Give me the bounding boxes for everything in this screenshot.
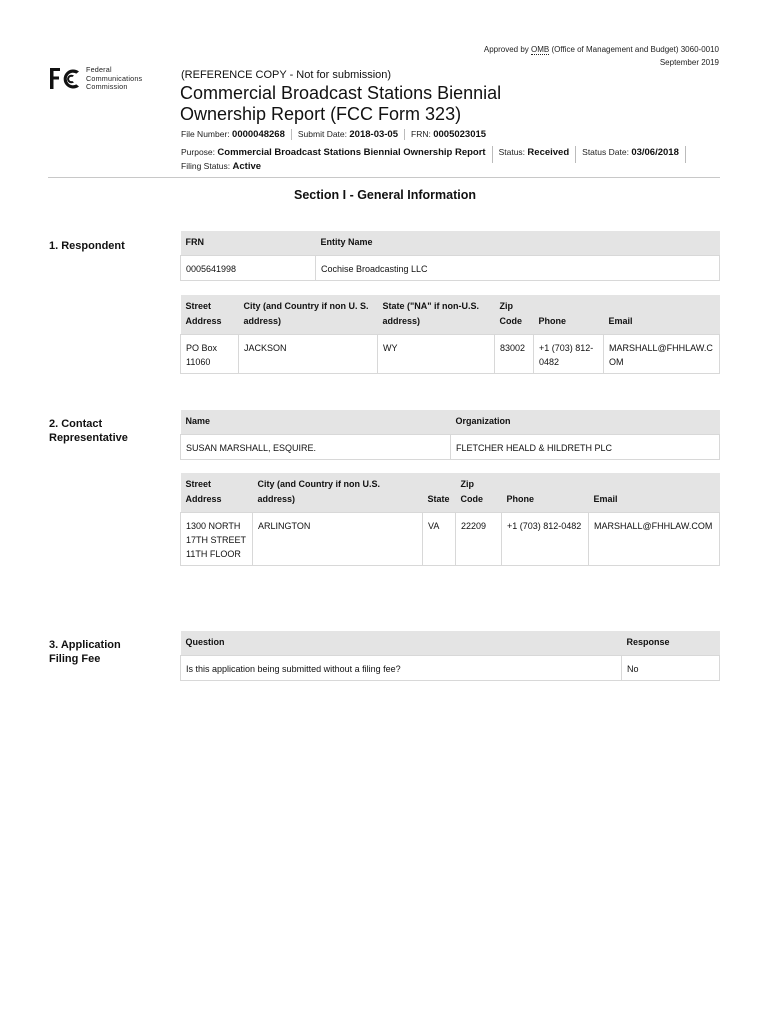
filing-meta-row-1 <box>181 129 498 140</box>
street-header: Street Address <box>181 295 239 335</box>
table-header-row <box>181 473 720 513</box>
contact-email: MARSHALL@FHHLAW.COM <box>589 513 720 566</box>
city-header: City (and Country if non U. S. address) <box>239 295 378 335</box>
status-date-value: 03/06/2018 <box>631 147 679 158</box>
table-header-row <box>181 231 720 256</box>
city-header: City (and Country if non U.S. address) <box>253 473 423 513</box>
contact-street: 1300 NORTH 17TH STREET 11TH FLOOR <box>181 513 253 566</box>
state-header: State ("NA" if non-U.S. address) <box>378 295 495 335</box>
phone-header: Phone <box>534 295 604 335</box>
street-header: Street Address <box>181 473 253 513</box>
email-header: Email <box>604 295 720 335</box>
filing-status-value: Active <box>232 161 262 172</box>
zip-header: Zip Code <box>495 295 534 335</box>
file-number-value: 0000048268 <box>232 129 285 140</box>
form-title: Commercial Broadcast Stations Biennial Ownership Report (FCC Form 323) <box>180 83 502 124</box>
frn-label: FRN: <box>411 129 431 139</box>
status-date-label: Status Date: <box>582 147 629 157</box>
agency-line-1: Federal <box>86 65 112 74</box>
filing-fee-response: No <box>622 656 720 681</box>
respondent-entity-name: Cochise Broadcasting LLC <box>316 256 720 281</box>
status-label: Status: <box>498 147 526 157</box>
zip-header: Zip Code <box>456 473 502 513</box>
filing-fee-question: Is this application being submitted without a filing fee? <box>181 656 622 681</box>
agency-line-2: Communications <box>86 73 143 83</box>
response-header: Response <box>622 631 720 656</box>
respondent-entity-table <box>180 231 720 281</box>
respondent-city: JACKSON <box>239 335 378 374</box>
header-divider <box>48 177 720 178</box>
contact-name-table <box>180 410 720 460</box>
agency-name <box>86 66 142 92</box>
omb-abbreviation: OMB <box>531 45 550 54</box>
frn-value: 0005023015 <box>433 129 487 140</box>
respondent-label: 1. Respondent <box>49 240 125 252</box>
submit-date <box>298 129 405 140</box>
table-header-row <box>181 410 720 435</box>
contact-representative-label: 2. Contact Representative <box>49 418 128 444</box>
contact-state: VA <box>423 513 456 566</box>
status-date <box>582 146 686 163</box>
omb-suffix: (Office of Management and Budget) 3060-0010 <box>549 45 719 54</box>
submit-date-label: Submit Date: <box>297 129 348 139</box>
contact-phone: +1 (703) 812-0482 <box>502 513 589 566</box>
table-row <box>181 256 720 281</box>
respondent-street: PO Box 11060 <box>181 335 239 374</box>
phone-header: Phone <box>502 473 589 513</box>
frn <box>411 129 492 140</box>
purpose-label: Purpose: <box>181 147 216 157</box>
contact-city: ARLINGTON <box>253 513 423 566</box>
contact-zip: 22209 <box>456 513 502 566</box>
omb-date: September 2019 <box>659 58 719 67</box>
filing-status <box>181 161 261 172</box>
respondent-state: WY <box>378 335 495 374</box>
purpose-value: Commercial Broadcast Stations Biennial Ownership Report <box>217 147 486 158</box>
file-number-label: File Number: <box>181 129 230 139</box>
respondent-email: MARSHALL@FHHLAW.COM <box>604 335 720 374</box>
status <box>499 146 577 163</box>
state-header: State <box>423 473 456 513</box>
entity-name-header: Entity Name <box>316 231 720 256</box>
respondent-address-table <box>180 295 720 374</box>
name-header: Name <box>181 410 451 435</box>
respondent-phone: +1 (703) 812-0482 <box>534 335 604 374</box>
respondent-zip: 83002 <box>495 335 534 374</box>
reference-copy-notice: (REFERENCE COPY - Not for submission) <box>181 69 392 81</box>
file-number <box>181 129 292 140</box>
table-header-row <box>181 295 720 335</box>
filing-status-label: Filing Status: <box>181 161 231 171</box>
application-filing-fee-label: 3. Application Filing Fee <box>49 639 121 665</box>
table-row <box>181 513 720 566</box>
filing-fee-table <box>180 631 720 681</box>
respondent-frn: 0005641998 <box>181 256 316 281</box>
agency-line-3: Commission <box>86 82 128 91</box>
organization-header: Organization <box>451 410 720 435</box>
table-header-row <box>181 631 720 656</box>
contact-organization: FLETCHER HEALD & HILDRETH PLC <box>451 435 720 460</box>
table-row <box>181 435 720 460</box>
fcc-logo-icon <box>48 66 82 92</box>
contact-name: SUSAN MARSHALL, ESQUIRE. <box>181 435 451 460</box>
table-row <box>181 335 720 374</box>
contact-address-table <box>180 473 720 566</box>
fcc-logo <box>48 66 158 94</box>
frn-header: FRN <box>181 231 316 256</box>
status-value: Received <box>527 147 570 158</box>
omb-approval-notice <box>484 43 719 69</box>
question-header: Question <box>181 631 622 656</box>
email-header: Email <box>589 473 720 513</box>
omb-prefix: Approved by <box>483 45 532 54</box>
submit-date-value: 2018-03-05 <box>349 129 398 140</box>
section-title: Section I - General Information <box>294 188 476 202</box>
table-row <box>181 656 720 681</box>
